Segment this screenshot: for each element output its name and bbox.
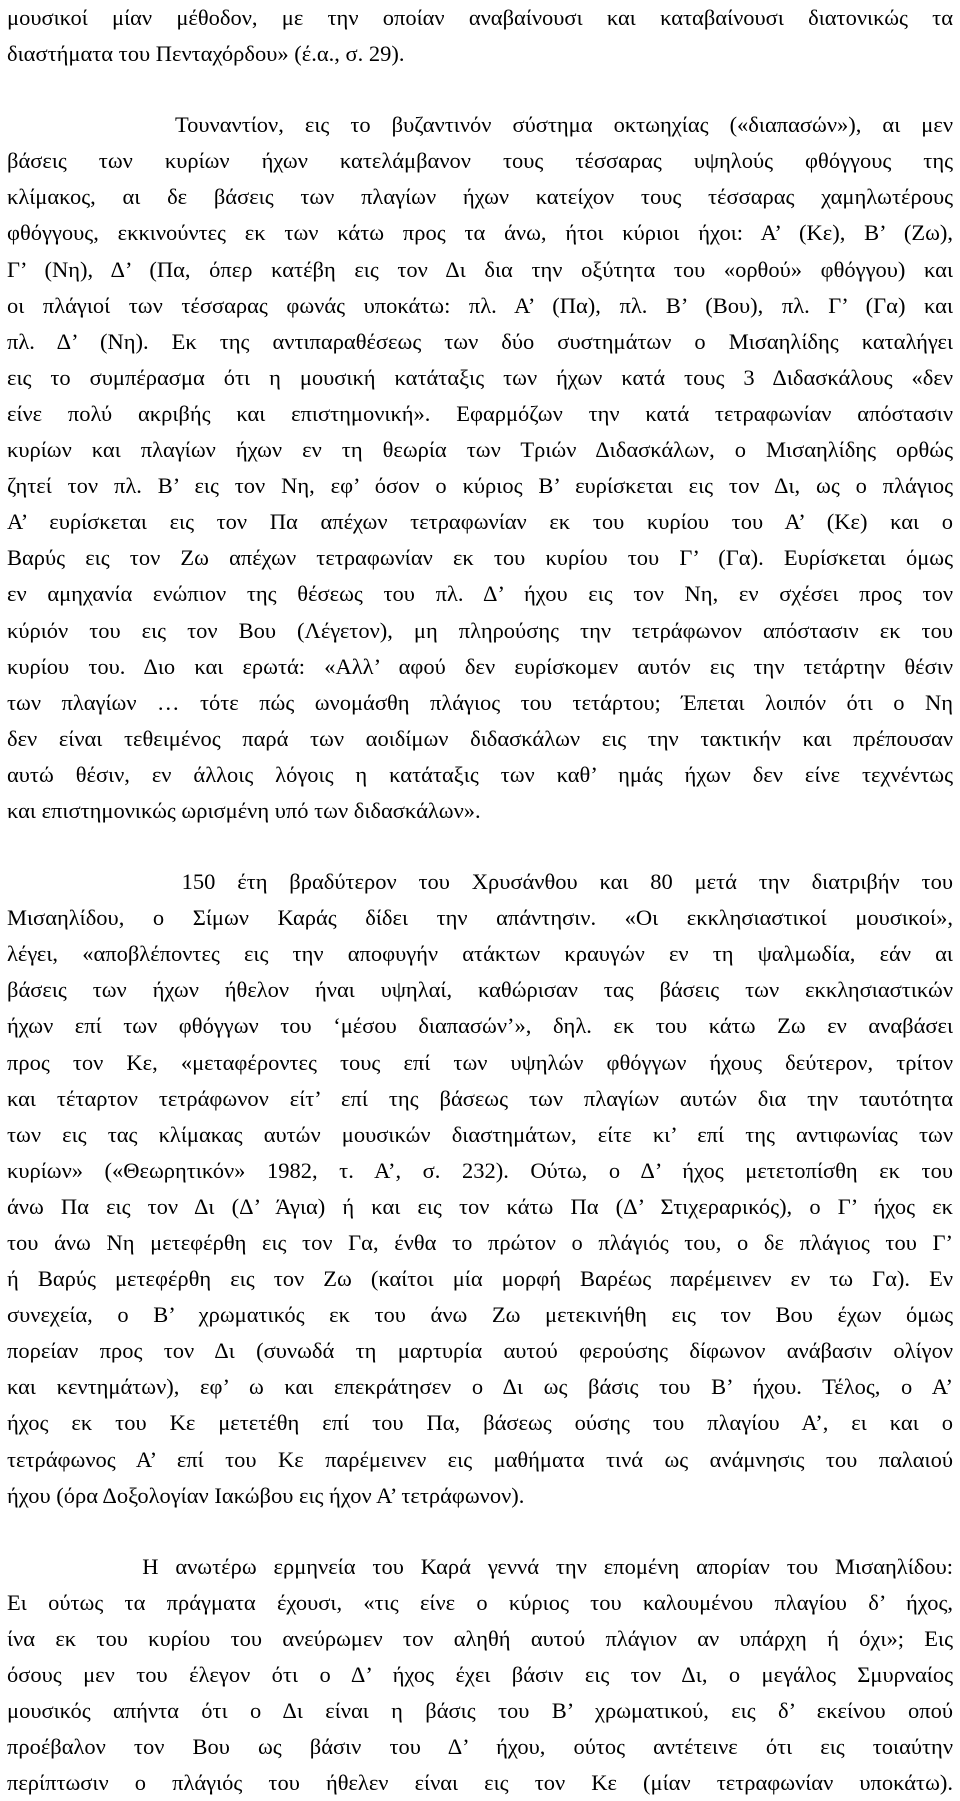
text-line: και επιστημονικώς ωρισμένη υπό των διδασκάλων». [7, 797, 481, 823]
text-line: προέβαλον τον Βου ως βάσιν του Δ’ ήχου, ούτος αντέτεινε ότι εις τοιαύτην [7, 1734, 953, 1760]
text-line: 150 έτη βραδύτερον του Χρυσάνθου και 80 μετά την διατριβήν του [7, 869, 953, 895]
text-line: κυρίου του. Διο και ερωτά: «Αλλ’ αφού δεν ευρίσκομεν αυτόν εις την τετάρτην θέσιν [7, 653, 953, 679]
text-line: του άνω Νη μετεφέρθη εις τον Γα, ένθα το πρώτον ο πλάγιός του, ο δε πλάγιος του Γ’ [7, 1230, 953, 1255]
text-line: εν αμηχανία ενώπιον της θέσεως του πλ. Δ’ ήχου εις τον Νη, εν σχέσει προς τον [7, 581, 953, 607]
paragraph-spacer [7, 72, 953, 107]
text-line: άνω Πα εις τον Δι (Δ’ Άγια) ή και εις τον κάτω Πα (Δ’ Στιχεραρικός), ο Γ’ ήχος εκ [7, 1193, 953, 1219]
text-line: προς τον Κε, «μεταφέροντες τους επί των υψηλών φθόγγων ήχους δεύτερον, τρίτον [7, 1049, 953, 1075]
text-line: Γ’ (Νη), Δ’ (Πα, όπερ κατέβη εις τον Δι δια την οξύτητα του «ορθού» φθόγγου) και [7, 256, 953, 282]
text-line: τετράφωνος Α’ επί του Κε παρέμεινεν εις μαθήματα τινά ως ανάμνησις του παλαιού [7, 1446, 953, 1472]
text-line: κυρίων» («Θεωρητικόν» 1982, τ. Α’, σ. 232). Ούτω, ο Δ’ ήχος μετετοπίσθη εκ του [7, 1157, 953, 1183]
paragraph [7, 107, 953, 829]
text-line: δεν είναι τεθειμένος παρά των αοιδίμων διδασκάλων εις την τακτικήν και πρέπουσαν [7, 725, 953, 751]
text-line: είνε πολύ ακριβής και επιστημονική». Εφαρμόζων την κατά τετραφωνίαν απόστασιν [7, 400, 953, 426]
text-line: πορείαν προς τον Δι (συνωδά τη μαρτυρία αυτού φερούσης δίφωνον ανάβασιν ολίγον [7, 1338, 953, 1364]
text-line: ίνα εκ του κυρίου του ανεύρωμεν τον αληθή αυτού πλάγιον αν υπάρχη ή όχι»; Εις [7, 1625, 953, 1651]
text-line: ζητεί τον πλ. Β’ εις τον Νη, εφ’ όσον ο κύριος Β’ ευρίσκεται εις τον Δι, ως ο πλάγιος [7, 473, 953, 499]
text-line: Τουναντίον, εις το βυζαντινόν σύστημα οκτωηχίας («διαπασών»), αι μεν [7, 112, 953, 138]
text-line: μουσικός απήντα ότι ο Δι είναι η βάσις του Β’ χρωματικού, εις δ’ εκείνου οπού [7, 1698, 953, 1724]
text-line: φθόγγους, εκκινούντες εκ των κάτω προς τα άνω, ήτοι κύριοι ήχοι: Α’ (Κε), Β’ (Ζω), [7, 220, 953, 246]
text-line: εις το συμπέρασμα ότι η μουσική κατάταξις των ήχων κατά τους 3 Διδασκάλους «δεν [7, 364, 953, 390]
paragraph-spacer [7, 829, 953, 864]
text-line: συνεχεία, ο Β’ χρωματικός εκ του άνω Ζω μετεκινήθη εις τον Βου έχων όμως [7, 1302, 953, 1328]
document-page [7, 0, 953, 1801]
text-line: και τέταρτον τετράφωνον είτ’ επί της βάσεως των πλαγίων αυτών δια την ταυτότητα [7, 1085, 953, 1111]
text-line: αυτώ θέσιν, εν άλλοις λόγοις η κατάταξις των καθ’ ημάς ήχων δεν είνε τεχνέντως [7, 761, 953, 787]
text-line: Α’ ευρίσκεται εις τον Πα απέχων τετραφωνίαν εκ του κυρίου του Α’ (Κε) και ο [7, 509, 953, 535]
text-line: όσους μεν του έλεγον ότι ο Δ’ ήχος έχει βάσιν εις τον Δι, ο μεγάλος Σμυρναίος [7, 1662, 953, 1688]
text-line: κύριόν του εις τον Βου (Λέγετον), μη πληρούσης την τετράφωνον απόστασιν εκ του [7, 617, 953, 643]
paragraph [7, 1549, 953, 1801]
text-line: των πλαγίων … τότε πώς ωνομάσθη πλάγιος του τετάρτου; Έπεται λοιπόν ότι ο Νη [7, 689, 953, 715]
text-line: βάσεις των ήχων ήθελον ήναι υψηλαί, καθώρισαν τας βάσεις των εκκλησιαστικών [7, 977, 953, 1003]
text-line: ήχου (όρα Δοξολογίαν Ιακώβου εις ήχον Α’ τετράφωνον). [7, 1482, 525, 1508]
text-line: κλίμακος, αι δε βάσεις των πλαγίων ήχων κατείχον τους τέσσαρας χαμηλωτέρους [7, 184, 953, 210]
text-line: κυρίων και πλαγίων ήχων εν τη θεωρία των Τριών Διδασκάλων, ο Μισαηλίδης ορθώς [7, 437, 953, 463]
text-line: Βαρύς εις τον Ζω απέχων τετραφωνίαν εκ του κυρίου του Γ’ (Γα). Ευρίσκεται όμως [7, 545, 953, 571]
paragraph [7, 0, 953, 72]
text-line: και κεντημάτων), εφ’ ω και επεκράτησεν ο Δι ως βάσις του Β’ ήχου. Τέλος, ο Α’ [7, 1374, 953, 1400]
text-line: διαστήματα του Πενταχόρδου» (έ.α., σ. 29). [7, 41, 405, 67]
text-line: των εις τας κλίμακας αυτών μουσικών διαστημάτων, είτε κι’ επί της αντιφωνίας των [7, 1121, 953, 1147]
text-line: πλ. Δ’ (Νη). Εκ της αντιπαραθέσεως των δύο συστημάτων ο Μισαηλίδης καταλήγει [7, 328, 953, 354]
text-line: Ει ούτως τα πράγματα έχουσι, «τις είνε ο κύριος του καλουμένου πλαγίου δ’ ήχος, [7, 1589, 953, 1615]
text-line: μουσικοί μίαν μέθοδον, με την οποίαν αναβαίνουσι και καταβαίνουσι διατονικώς τα [7, 5, 953, 30]
paragraph-spacer [7, 1514, 953, 1549]
text-line: περίπτωσιν ο πλάγιός του ήθελεν είναι εις τον Κε (μίαν τετραφωνίαν υποκάτω). [7, 1770, 953, 1796]
text-line: ήχος εκ του Κε μετετέθη επί του Πα, βάσεως ούσης του πλαγίου Α’, ει και ο [7, 1410, 953, 1436]
text-line: ήχων επί των φθόγγων του ‘μέσου διαπασών’», δηλ. εκ του κάτω Ζω εν αναβάσει [7, 1013, 953, 1039]
text-line: Μισαηλίδου, ο Σίμων Καράς δίδει την απάντησιν. «Οι εκκλησιαστικοί μουσικοί», [7, 905, 953, 931]
text-line: βάσεις των κυρίων ήχων κατελάμβανον τους τέσσαρας υψηλούς φθόγγους της [7, 148, 953, 174]
text-line: λέγει, «αποβλέποντες εις την αποφυγήν ατάκτων κραυγών εν τη ψαλμωδία, εάν αι [7, 941, 953, 967]
paragraph [7, 864, 953, 1514]
text-line: Η ανωτέρω ερμηνεία του Καρά γεννά την επομένη απορίαν του Μισαηλίδου: [7, 1553, 953, 1579]
text-line: οι πλάγιοί των τέσσαρας φωνάς υποκάτω: πλ. Α’ (Πα), πλ. Β’ (Βου), πλ. Γ’ (Γα) και [7, 292, 953, 318]
text-line: ή Βαρύς μετεφέρθη εις τον Ζω (καίτοι μία μορφή Βαρέως παρέμεινεν εν τω Γα). Εν [7, 1266, 953, 1292]
